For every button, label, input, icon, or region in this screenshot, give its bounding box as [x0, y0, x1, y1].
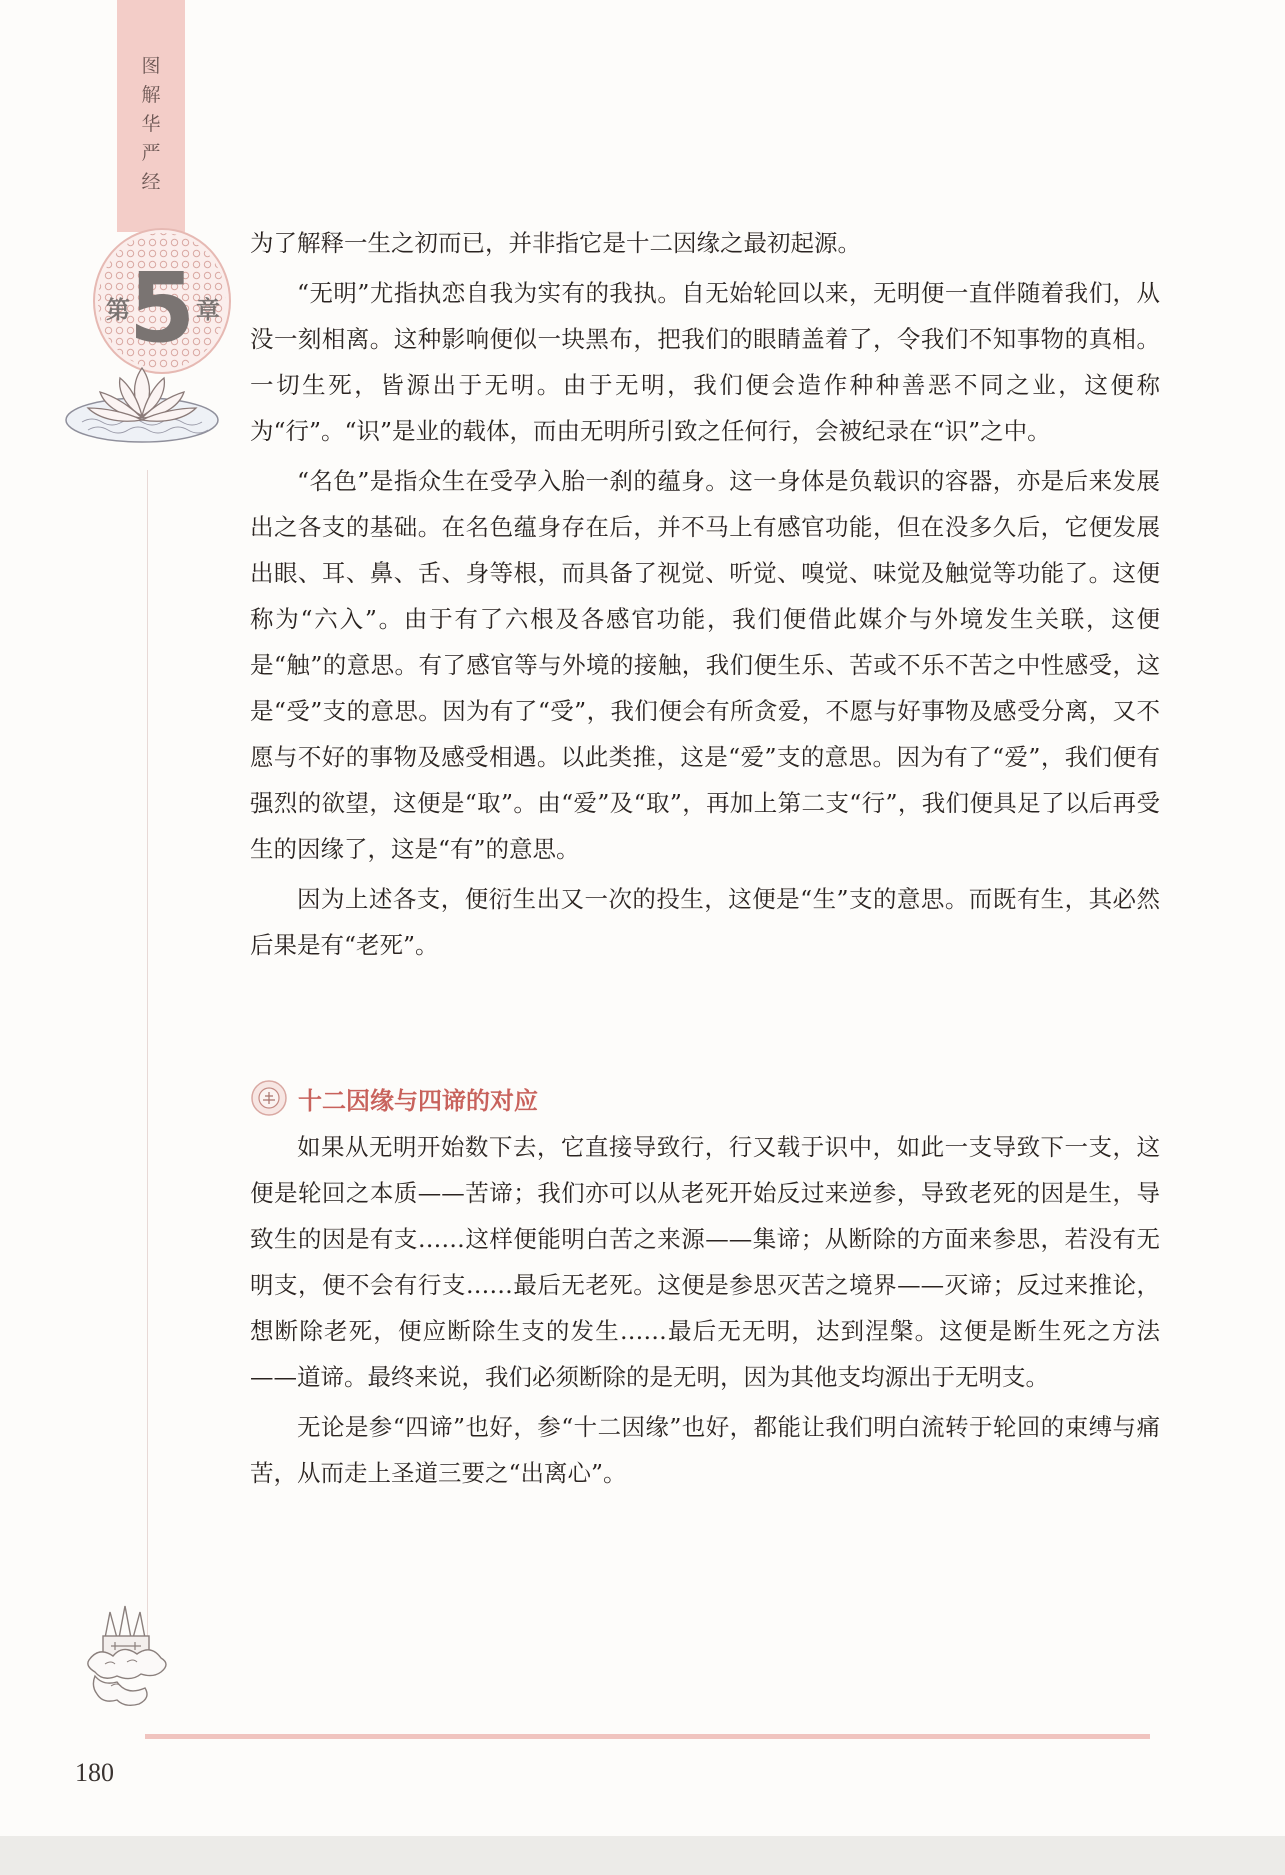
paragraph: 如果从无明开始数下去，它直接导致行，行又载于识中，如此一支导致下一支，这便是轮回之本质——苦谛；我们亦可以从老死开始反过来逆参，导致老死的因是生，导致生的因是有支……这样便能明白苦之来源——集谛；从断除的方面来参思，若没有无明支，便不会有行支……最后无老死。这便是参思灭苦之境界——灭谛；反过来推论，想断除老死，便应断除生支的发生……最后无无明，达到涅槃。这便是断生死之方法——道谛。最终来说，我们必须断除的是无明，因为其他支均源出于无明支。 — [250, 1133, 1160, 1391]
lotus-icon — [62, 360, 222, 450]
book-title-vertical — [133, 52, 169, 197]
book-title-char: 严 — [141, 142, 161, 164]
margin-rule — [147, 470, 148, 1640]
page-number: 180 — [75, 1758, 114, 1787]
book-title-char: 华 — [141, 113, 161, 135]
scan-margin — [0, 1836, 1285, 1875]
body-text-top — [250, 220, 1160, 972]
dharma-wheel-icon — [250, 1079, 288, 1117]
chapter-suffix: 章 — [196, 296, 220, 324]
chapter-prefix: 第 — [106, 296, 130, 324]
book-title-char: 解 — [141, 84, 161, 106]
book-title-char: 经 — [141, 171, 161, 193]
chapter-badge — [92, 226, 232, 376]
section-heading-text: 十二因缘与四谛的对应 — [298, 1086, 538, 1115]
book-title-char: 图 — [141, 55, 161, 77]
paragraph: 无论是参“四谛”也好，参“十二因缘”也好，都能让我们明白流转于轮回的束缚与痛苦，从而走上圣道三要之“出离心”。 — [250, 1413, 1160, 1487]
cloud-ornament-icon — [75, 1598, 175, 1710]
paragraph: 因为上述各支，便衍生出又一次的投生，这便是“生”支的意思。而既有生，其必然后果是有“老死”。 — [250, 885, 1160, 959]
body-text-bottom — [250, 1124, 1160, 1500]
paragraph: “名色”是指众生在受孕入胎一刹的蕴身。这一身体是负载识的容器，亦是后来发展出之各支的基础。在名色蕴身存在后，并不马上有感官功能，但在没多久后，它便发展出眼、耳、鼻、舌、身等根，而具备了视觉、听觉、嗅觉、味觉及触觉等功能了。这便称为“六入”。由于有了六根及各感官功能，我们便借此媒介与外境发生关联，这便是“触”的意思。有了感官等与外境的接触，我们便生乐、苦或不乐不苦之中性感受，这是“受”支的意思。因为有了“受”，我们便会有所贪爱，不愿与好事物及感受分离，又不愿与不好的事物及感受相遇。以此类推，这是“爱”支的意思。因为有了“爱”，我们便有强烈的欲望，这便是“取”。由“爱”及“取”，再加上第二支“行”，我们便具足了以后再受生的因缘了，这是“有”的意思。 — [250, 467, 1160, 863]
footer-rule — [145, 1734, 1150, 1739]
section-heading — [250, 1075, 538, 1121]
paragraph: “无明”尤指执恋自我为实有的我执。自无始轮回以来，无明便一直伴随着我们，从没一刻相离。这种影响便似一块黑布，把我们的眼睛盖着了，令我们不知事物的真相。一切生死，皆源出于无明。由于无明，我们便会造作种种善恶不同之业，这便称为“行”。“识”是业的载体，而由无明所引致之任何行，会被纪录在“识”之中。 — [250, 279, 1160, 445]
paragraph: 为了解释一生之初而已，并非指它是十二因缘之最初起源。 — [250, 229, 861, 257]
chapter-number: 5 — [128, 252, 196, 364]
